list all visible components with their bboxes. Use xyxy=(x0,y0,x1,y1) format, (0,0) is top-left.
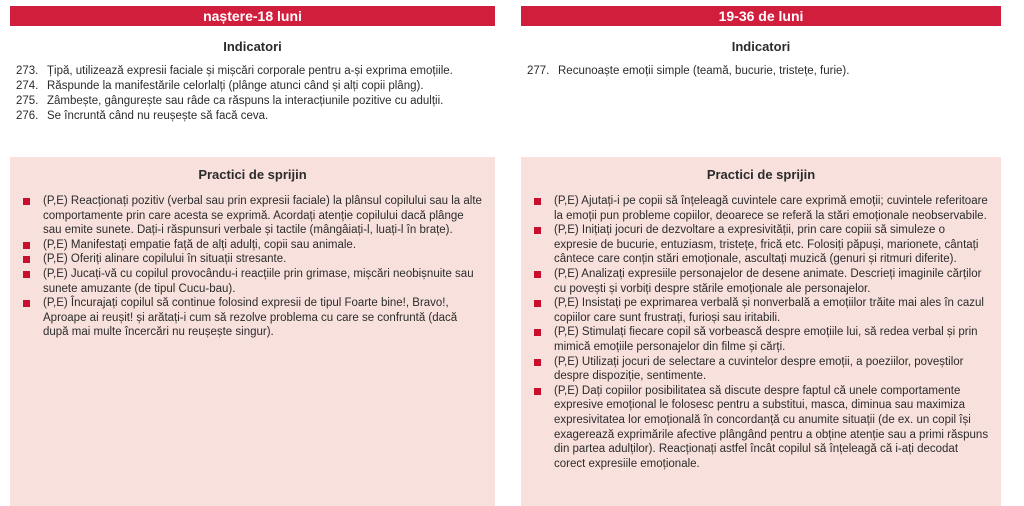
practices-list xyxy=(10,194,495,340)
indicator-item xyxy=(16,64,495,79)
practice-text: (P,E) Manifestați empatie față de alți adulți, copii sau animale. xyxy=(43,238,357,251)
square-bullet-icon xyxy=(23,256,30,263)
practice-item xyxy=(20,267,485,296)
age-range-header: naștere-18 luni xyxy=(10,6,495,26)
square-bullet-icon xyxy=(534,329,541,336)
indicator-number: 273. xyxy=(16,65,39,77)
practice-text: (P,E) Jucați-vă cu copilul provocându-i reacțiile prin grimase, mișcări neobișnuite sau sunete amuzante (de tipul Cucu-bau). xyxy=(43,267,474,295)
indicator-text: Țipă, utilizează expresii faciale și mișcări corporale pentru a-și exprima emoțiile. xyxy=(47,65,453,77)
square-bullet-icon xyxy=(534,271,541,278)
practice-item xyxy=(531,267,991,296)
indicator-text: Se încruntă când nu reușește să facă ceva. xyxy=(47,110,269,122)
practice-text: (P,E) Utilizați jocuri de selectare a cuvintelor despre emoții, a poeziilor, poveștilor despre dispoziție, sentimente. xyxy=(554,355,964,383)
column-19-36-months xyxy=(521,6,1001,470)
practice-item xyxy=(531,194,991,223)
square-bullet-icon xyxy=(534,300,541,307)
practice-text: (P,E) Ajutați-i pe copii să înțeleagă cuvintele care exprimă emoții; cuvintele referitoare la emoții pun probleme copiilor, deoarece se referă la stări emoționale neobservabile. xyxy=(554,195,988,222)
indicator-number: 276. xyxy=(16,110,39,122)
practices-panel xyxy=(521,157,1001,506)
indicator-text: Recunoaște emoții simple (teamă, bucurie, tristețe, furie). xyxy=(558,65,850,77)
indicator-item xyxy=(16,109,495,124)
square-bullet-icon xyxy=(534,388,541,395)
practice-text: (P,E) Inițiați jocuri de dezvoltare a expresivității, prin care copiii să simuleze o expresie de bucurie, entuziasm, tristețe, frică etc. Folosiți păpuși, marionete, cântați cântece care conțin stări emoționale, ascultați muzică (genuri și ritmuri diferite). xyxy=(554,224,979,266)
indicators-title: Indicatori xyxy=(731,39,791,54)
age-range-header: 19-36 de luni xyxy=(521,6,1001,26)
square-bullet-icon xyxy=(534,359,541,366)
indicator-number: 277. xyxy=(527,65,550,77)
practice-item xyxy=(531,384,991,472)
square-bullet-icon xyxy=(23,198,30,205)
practice-text: (P,E) Reacționați pozitiv (verbal sau prin expresii faciale) la plânsul copilului sau la alte comportamente prin care acesta se exprimă. Acordați atenție copilului dacă plânge sau emite sunete. Dați-i răspunsuri verbale și tactile (mângâiați-l, luați-l în brațe). xyxy=(43,195,482,237)
practice-item xyxy=(531,355,991,384)
square-bullet-icon xyxy=(23,242,30,249)
indicator-item xyxy=(16,94,495,109)
practices-panel xyxy=(10,157,495,506)
practice-item xyxy=(531,296,991,325)
indicator-item xyxy=(16,79,495,94)
column-0-18-months xyxy=(10,6,495,339)
square-bullet-icon xyxy=(534,227,541,234)
indicator-item xyxy=(527,64,1001,79)
practice-item xyxy=(531,223,991,267)
practice-item xyxy=(531,325,991,354)
practice-text: (P,E) Analizați expresiile personajelor de desene animate. Descrieți imaginile cărților cu povești și vorbiți despre stările emoționale ale personajelor. xyxy=(554,267,982,295)
indicators-title: Indicatori xyxy=(223,39,282,54)
practice-item xyxy=(20,194,485,238)
practice-item xyxy=(20,296,485,340)
indicator-number: 274. xyxy=(16,80,39,92)
practices-title: Practici de sprijin xyxy=(706,167,816,182)
practice-text: (P,E) Dați copiilor posibilitatea să discute despre faptul că unele comportamente expresive emoțional le folosesc pentru a substitui, masca, diminua sau maximiza expresivitatea lor emoțională în concordanță cu anumite situații (de ex. un copil își exagerează exprimările afective plângând pentru a obține atenție sau a primi răspuns din partea adulților). Reacționați astfel încât copilul să înțeleagă că i-ați decodat corect expresiile emoționale. xyxy=(554,384,989,470)
indicators-list xyxy=(521,64,1001,79)
practice-item xyxy=(20,238,485,253)
indicator-number: 275. xyxy=(16,95,39,107)
indicators-list xyxy=(10,64,495,124)
practice-text: (P,E) Stimulați fiecare copil să vorbească despre emoțiile lui, să redea verbal și prin mimică emoțiile personajelor din filme și cărți. xyxy=(554,326,978,353)
practice-text: (P,E) Insistați pe exprimarea verbală și nonverbală a emoțiilor trăite mai ales în cazul copiilor care sunt frustrați, furioși sau iritabili. xyxy=(554,297,984,324)
practice-item xyxy=(20,252,485,267)
practice-text: (P,E) Oferiți alinare copilului în situații stresante. xyxy=(43,253,287,266)
indicator-text: Răspunde la manifestările celorlalți (plânge atunci când și alți copii plâng). xyxy=(47,80,424,92)
practice-text: (P,E) Încurajați copilul să continue folosind expresii de tipul Foarte bine!, Bravo!, Aproape ai reușit! și arătați-i cum să rezolve problema cu care se confruntă (dacă după mai multe încercări nu reușește singur). xyxy=(43,297,458,339)
practices-list xyxy=(521,194,1001,471)
practices-title: Practici de sprijin xyxy=(198,167,307,182)
square-bullet-icon xyxy=(23,271,30,278)
square-bullet-icon xyxy=(23,300,30,307)
square-bullet-icon xyxy=(534,198,541,205)
indicator-text: Zâmbește, gângurește sau râde ca răspuns la interacțiunile pozitive cu adulții. xyxy=(47,95,444,107)
